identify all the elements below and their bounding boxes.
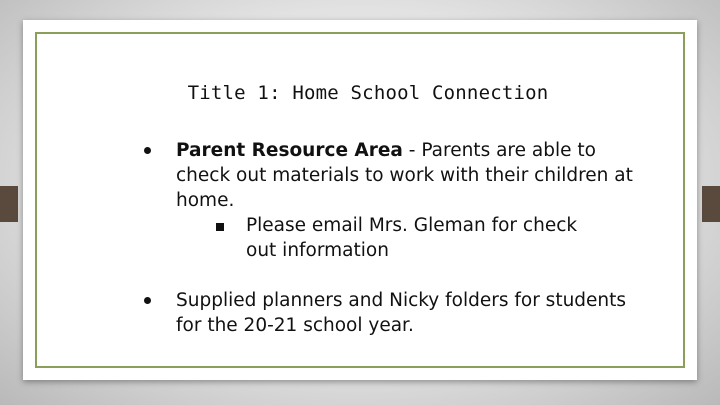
bullet-supplied-planners — [23, 288, 636, 338]
bullet-list — [23, 138, 697, 338]
right-side-tab — [702, 186, 720, 222]
square-bullet-icon — [216, 223, 224, 231]
sub-bullet-list — [176, 213, 636, 263]
slide-title: Title 1: Home School Connection — [187, 82, 549, 104]
sub-bullet-text: Please email Mrs. Gleman for check out information — [246, 215, 578, 261]
slide-card — [23, 20, 697, 380]
bullet-dot-icon — [144, 297, 151, 304]
slide-content — [23, 138, 697, 338]
bullet-dot-icon — [144, 147, 151, 154]
sub-bullet-email — [176, 213, 606, 263]
bullet-text: Supplied planners and Nicky folders for students for the 20-21 school year. — [176, 290, 627, 336]
bullet-parent-resource-area — [23, 138, 636, 263]
bullet-text: - Parents are able to check out materials to work with their children at home. — [176, 140, 633, 211]
bullet-label: Parent Resource Area — [176, 140, 403, 161]
left-side-tab — [0, 186, 18, 222]
